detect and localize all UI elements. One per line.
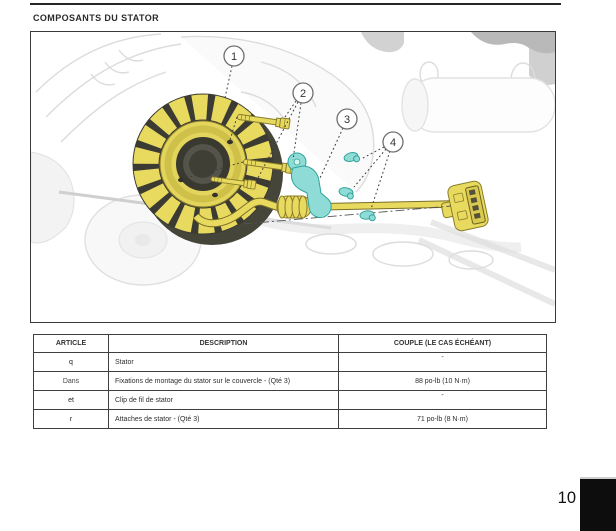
callout-1	[224, 46, 244, 66]
article-cell: q	[34, 353, 109, 372]
table-row	[34, 353, 547, 372]
col-header-description: DESCRIPTION	[109, 335, 339, 353]
couple-cell: 88 po-lb (10 N·m)	[339, 372, 547, 391]
callout-3	[337, 109, 357, 129]
couple-cell: 71 po-lb (8 N·m)	[339, 410, 547, 429]
description-cell: Clip de fil de stator	[109, 391, 339, 410]
col-header-article: ARTICLE	[34, 335, 109, 353]
svg-text:3: 3	[343, 114, 351, 126]
svg-text:2: 2	[299, 88, 307, 100]
description-cell: Stator	[109, 353, 339, 372]
parts-table	[33, 334, 547, 429]
col-header-couple: COUPLE (LE CAS ÉCHÉANT)	[339, 335, 547, 353]
page-number: 10	[557, 489, 576, 507]
cable-grommet	[277, 196, 311, 218]
table-row	[34, 391, 547, 410]
svg-text:1: 1	[230, 51, 238, 63]
figure-frame	[30, 31, 556, 323]
description-cell: Fixations de montage du stator sur le couvercle - (Qté 3)	[109, 372, 339, 391]
table-row	[34, 410, 547, 429]
couple-cell: -	[339, 391, 547, 410]
page-title: COMPOSANTS DU STATOR	[33, 13, 160, 23]
article-cell: Dans	[34, 372, 109, 391]
section-thumb-tab	[580, 477, 616, 531]
svg-text:4: 4	[389, 137, 397, 149]
couple-cell: -	[339, 353, 547, 372]
article-cell: et	[34, 391, 109, 410]
callout-4	[383, 132, 403, 152]
table-header-row	[34, 335, 547, 353]
callout-2	[293, 83, 313, 103]
article-cell: r	[34, 410, 109, 429]
table-row	[34, 372, 547, 391]
description-cell: Attaches de stator - (Qté 3)	[109, 410, 339, 429]
top-rule	[30, 3, 561, 5]
stator-diagram	[31, 32, 555, 322]
